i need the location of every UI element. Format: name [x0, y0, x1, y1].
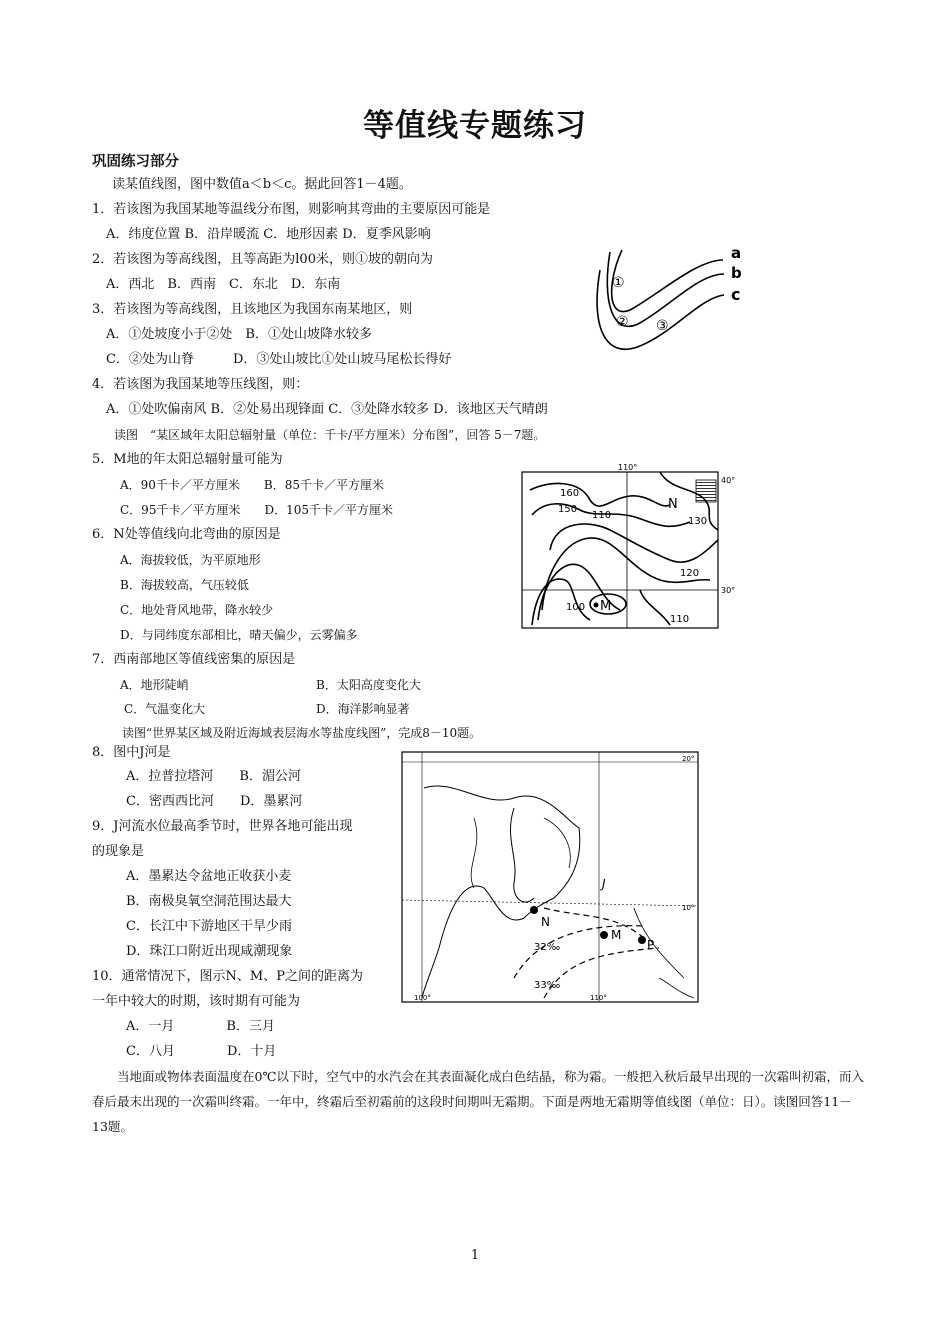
point-n-label: N	[541, 915, 550, 929]
question-9-option-b: B．南极臭氧空洞范围达最大	[126, 894, 292, 909]
point-1-label: ①	[612, 275, 625, 291]
page-title: 等值线专题练习	[363, 108, 587, 144]
intro-3: 读图“世界某区域及附近海域表层海水等盐度线图”，完成8－10题。	[122, 726, 482, 740]
question-4: 4．若该图为我国某地等压线图，则：	[92, 377, 309, 392]
question-7-option-d: D．海洋影响显著	[316, 702, 410, 716]
question-6-option-c: C．地处背风地带，降水较少	[120, 603, 274, 617]
isoline-110b-label: 110	[670, 614, 690, 625]
question-9-line-1: 9．J河流水位最高季节时，世界各地可能出现	[92, 819, 353, 834]
question-1: 1．若该图为我国某地等温线分布图，则影响其弯曲的主要原因可能是	[92, 202, 491, 217]
intro-1: 读某值线图，图中数值a＜b＜c。据此回答1－4题。	[112, 177, 412, 192]
intro-2: 读图 “某区域年太阳总辐射量（单位：千卡/平方厘米）分布图”，回答 5－7题。	[114, 428, 546, 442]
question-2-options: A．西北 B．西南 C．东北 D．东南	[106, 277, 341, 292]
label-c: c	[731, 285, 741, 304]
question-9-option-a: A．墨累达令盆地正收获小麦	[126, 869, 292, 884]
point-p-label: P	[647, 938, 655, 952]
question-10-line-1: 10．通常情况下，图示N、M、P之间的距离为	[92, 969, 363, 984]
question-6: 6．N处等值线向北弯曲的原因是	[92, 527, 281, 542]
salinity-32-label: 32‰	[534, 942, 561, 953]
question-9-option-d: D．珠江口附近出现咸潮现象	[126, 944, 293, 959]
lon-110-label: 110°	[590, 994, 607, 1002]
question-10-options-ab: A．一月 B．三月	[126, 1019, 275, 1034]
isoline-100-label: 100	[566, 602, 586, 613]
isoline-figure	[588, 240, 758, 362]
question-6-option-a: A．海拔较低，为平原地形	[120, 553, 261, 567]
isoline-160-label: 160	[560, 488, 580, 499]
question-6-option-d: D．与同纬度东部相比，晴天偏少，云雾偏多	[120, 628, 358, 642]
question-6-option-b: B．海拔较高，气压较低	[120, 578, 249, 592]
lon-100-label: 100°	[414, 994, 431, 1002]
label-a: a	[731, 244, 742, 262]
question-1-options: A．纬度位置 B．沿岸暖流 C．地形因素 D．夏季风影响	[106, 227, 431, 242]
question-3-options-ab: A．①处坡度小于②处 B．①处山坡降水较多	[106, 327, 372, 342]
question-8: 8．图中J河是	[92, 745, 171, 760]
salinity-map	[394, 748, 704, 1013]
river-j-label: J	[602, 877, 606, 891]
question-3: 3．若该图为等高线图，且该地区为我国东南某地区，则	[92, 302, 413, 317]
frost-paragraph: 当地面或物体表面温度在0℃以下时，空气中的水汽会在其表面凝化成白色结晶，称为霜。一般把入秋后最早出现的一次霜叫初霜，而入春后最末出现的一次霜叫终霜。一年中，终霜后至初霜前的这段时间期叫无霜期。下面是两地无霜期等值线图（单位：日）。读图回答11－13题。	[92, 1069, 864, 1134]
question-8-options-ab: A．拉普拉塔河 B．湄公河	[126, 769, 301, 784]
question-9-line-2: 的现象是	[92, 844, 145, 859]
section-heading: 巩固练习部分	[92, 154, 179, 170]
solar-radiation-map	[520, 460, 745, 630]
question-7-option-a: A．地形陡峭	[120, 678, 189, 692]
isoline-120-label: 120	[680, 568, 700, 579]
question-7-option-b: B．太阳高度变化大	[316, 678, 421, 692]
point-2-label: ②	[616, 314, 629, 330]
question-4-options: A．①处吹偏南风 B．②处易出现锋面 C．③处降水较多 D．该地区天气晴朗	[106, 402, 548, 417]
point-n-label: N	[668, 497, 678, 512]
question-10-line-2: 一年中较大的时期，该时期有可能为	[92, 994, 301, 1009]
point-m-label: M	[600, 599, 612, 614]
question-10-options-cd: C．八月 D．十月	[126, 1044, 277, 1059]
lat-20-label: 20°	[682, 755, 695, 763]
isoline-150-label: 150	[558, 504, 578, 515]
lat-40-label: 40°	[721, 476, 736, 485]
lat-10-label: 10°	[682, 904, 695, 912]
question-5-options-cd: C．95千卡／平方厘米 D．105千卡／平方厘米	[120, 503, 393, 517]
question-2: 2．若该图为等高线图，且等高距为l00米，则①坡的朝向为	[92, 252, 433, 267]
point-m-label: M	[611, 928, 622, 942]
question-9-option-c: C．长江中下游地区干旱少雨	[126, 919, 292, 934]
question-3-options-cd: C．②处为山脊 D．③处山坡比①处山坡马尾松长得好	[106, 352, 452, 367]
question-5-options-ab: A．90千卡／平方厘米 B．85千卡／平方厘米	[120, 478, 385, 492]
isoline-130-label: 130	[688, 516, 708, 527]
question-7: 7．西南部地区等值线密集的原因是	[92, 652, 296, 667]
label-b: b	[731, 264, 742, 282]
lat-30-label: 30°	[721, 586, 736, 595]
page-number: 1	[470, 1248, 480, 1263]
question-7-option-c: C．气温变化大	[124, 702, 206, 716]
question-8-options-cd: C．密西西比河 D．墨累河	[126, 794, 303, 809]
question-5: 5．M地的年太阳总辐射量可能为	[92, 452, 283, 467]
point-3-label: ③	[656, 318, 669, 334]
isoline-110-label: 110	[592, 510, 612, 521]
lon-110-label: 110°	[618, 463, 638, 472]
salinity-33-label: 33‰	[534, 980, 561, 991]
